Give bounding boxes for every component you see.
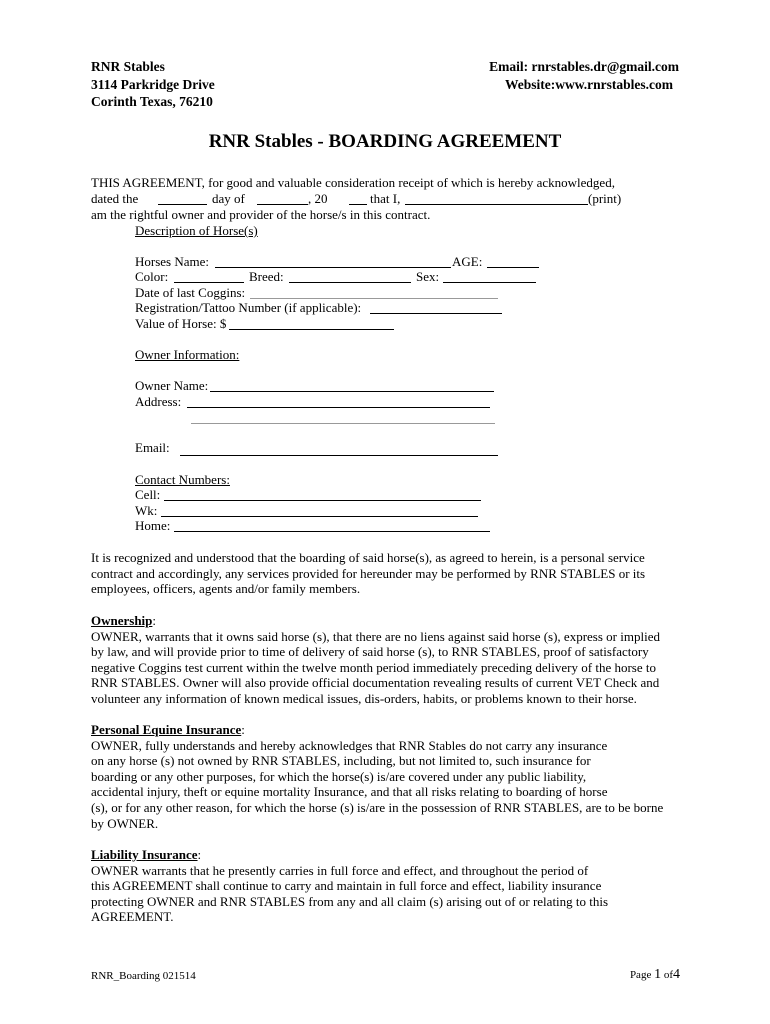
cell-label: Cell: — [135, 487, 161, 502]
intro-line-3: am the rightful owner and provider of the horse/s in this contract. — [91, 207, 431, 222]
paragraph-line: volunteer any information of known medical issues, dis-orders, habits, or problems known to their horse. — [91, 690, 637, 706]
page-total: 4 — [673, 967, 680, 982]
page-number — [630, 967, 680, 983]
color-field[interactable] — [174, 282, 244, 283]
owner-print-name-field[interactable] — [405, 204, 588, 205]
color-label: Color: — [135, 269, 169, 284]
insurance-section — [91, 722, 691, 831]
coggins-label: Date of last Coggins: — [135, 285, 246, 300]
ownership-section — [91, 613, 691, 707]
recognized-paragraph — [91, 550, 691, 597]
home-phone-field[interactable] — [174, 531, 490, 532]
paragraph-line: protecting OWNER and RNR STABLES from any and all claim (s) arising out of or relating to this — [91, 893, 609, 909]
paragraph-line: It is recognized and understood that the boarding of said horse(s), as agreed to herein, is a personal service — [91, 550, 645, 565]
value-field[interactable] — [229, 329, 394, 330]
paragraph-line: on any horse (s) not owned by RNR STABLES, including, but not limited to, such insurance for — [91, 753, 591, 769]
coggins-date-field[interactable] — [250, 298, 498, 299]
company-name: RNR Stables — [91, 59, 165, 74]
page-word: Page — [629, 969, 652, 981]
ownership-heading-colon: : — [152, 613, 157, 628]
paragraph-line: boarding or any other purposes, for which the horse(s) is/are covered under any public liability, — [91, 768, 587, 784]
paragraph-line: negative Coggins test current within the twelve month period immediately preceding delivery of the horse to — [91, 659, 656, 675]
page-title: RNR Stables - BOARDING AGREEMENT — [208, 131, 562, 152]
owner-name-field[interactable] — [210, 391, 494, 392]
home-label: Home: — [135, 518, 171, 533]
paragraph-line: AGREEMENT. — [91, 909, 174, 925]
print-label: (print) — [588, 191, 622, 206]
sex-label: Sex: — [416, 269, 440, 284]
of-word: of — [663, 969, 673, 981]
email-field[interactable] — [180, 455, 498, 456]
paragraph-line: OWNER warrants that he presently carries in full force and effect, and throughout the period of — [91, 862, 589, 878]
paragraph-line: contract and accordingly, any services provided for hereunder may be performed by RNR STABLES or its — [91, 565, 646, 581]
breed-label: Breed: — [249, 269, 284, 284]
value-label: Value of Horse: $ — [135, 316, 227, 331]
paragraph-line: employees, officers, agents and/or family members. — [91, 581, 361, 597]
address-field-2[interactable] — [191, 423, 495, 424]
age-field[interactable] — [487, 267, 539, 268]
paragraph-line: by OWNER. — [91, 815, 159, 831]
page-current: 1 — [654, 967, 662, 982]
insurance-heading-colon: : — [241, 722, 245, 737]
owner-section-heading: Owner Information: — [135, 347, 240, 362]
document-id: RNR_Boarding 021514 — [91, 970, 196, 982]
year-field[interactable] — [349, 204, 367, 205]
contact-section-heading: Contact Numbers: — [135, 472, 230, 487]
paragraph-line: this AGREEMENT shall continue to carry and maintain in full force and effect, liability insurance — [91, 878, 602, 894]
address-label: Address: — [135, 394, 182, 409]
sex-field[interactable] — [443, 282, 536, 283]
company-city: Corinth Texas, 76210 — [91, 94, 213, 109]
work-phone-field[interactable] — [161, 516, 478, 517]
dated-label: dated the — [91, 191, 139, 206]
work-label: Wk: — [135, 503, 158, 518]
month-field[interactable] — [257, 204, 308, 205]
horse-name-label: Horses Name: — [135, 254, 210, 269]
paragraph-line: RNR STABLES. Owner will also provide official documentation revealing results of current VET Check and — [91, 675, 660, 691]
dated-day-field[interactable] — [158, 204, 207, 205]
registration-label: Registration/Tattoo Number (if applicable): — [135, 300, 362, 315]
paragraph-line: OWNER, warrants that it owns said horse (s), that there are no liens against said horse (s), express or implied — [91, 628, 660, 644]
breed-field[interactable] — [289, 282, 411, 283]
day-of-label: day of — [212, 191, 245, 206]
liability-heading-colon: : — [197, 847, 202, 862]
registration-field[interactable] — [370, 313, 502, 314]
paragraph-line: (s), or for any other reason, for which the horse (s) is/are in the possession of RNR STABLES, are to be borne — [91, 799, 664, 815]
address-field-1[interactable] — [187, 407, 490, 408]
liability-section — [91, 847, 691, 925]
paragraph-line: accidental injury, theft or equine mortality Insurance, and that all risks relating to boarding of horse — [91, 784, 608, 800]
age-label: AGE: — [452, 254, 483, 269]
paragraph-line: by law, and will provide prior to time of delivery of said horse (s), to RNR STABLES, proof of satisfactory — [91, 644, 649, 660]
ownership-heading: Ownership — [91, 613, 153, 628]
company-email: Email: rnrstables.dr@gmail.com — [489, 59, 679, 74]
paragraph-line: OWNER, fully understands and hereby acknowledges that RNR Stables do not carry any insurance — [91, 737, 608, 753]
email-label: Email: — [135, 440, 170, 455]
company-street: 3114 Parkridge Drive — [91, 77, 215, 92]
company-website: Website:www.rnrstables.com — [505, 77, 673, 92]
horse-name-field[interactable] — [215, 267, 451, 268]
intro-line-1: THIS AGREEMENT, for good and valuable consideration receipt of which is hereby acknowledged, — [91, 175, 615, 190]
that-i-label: that I, — [370, 191, 401, 206]
liability-heading: Liability Insurance — [91, 847, 198, 862]
owner-name-label: Owner Name: — [135, 378, 209, 393]
insurance-heading: Personal Equine Insurance — [91, 722, 242, 737]
horse-section-heading: Description of Horse(s) — [135, 223, 258, 238]
year-label: , 20 — [308, 191, 328, 206]
cell-field[interactable] — [164, 500, 481, 501]
